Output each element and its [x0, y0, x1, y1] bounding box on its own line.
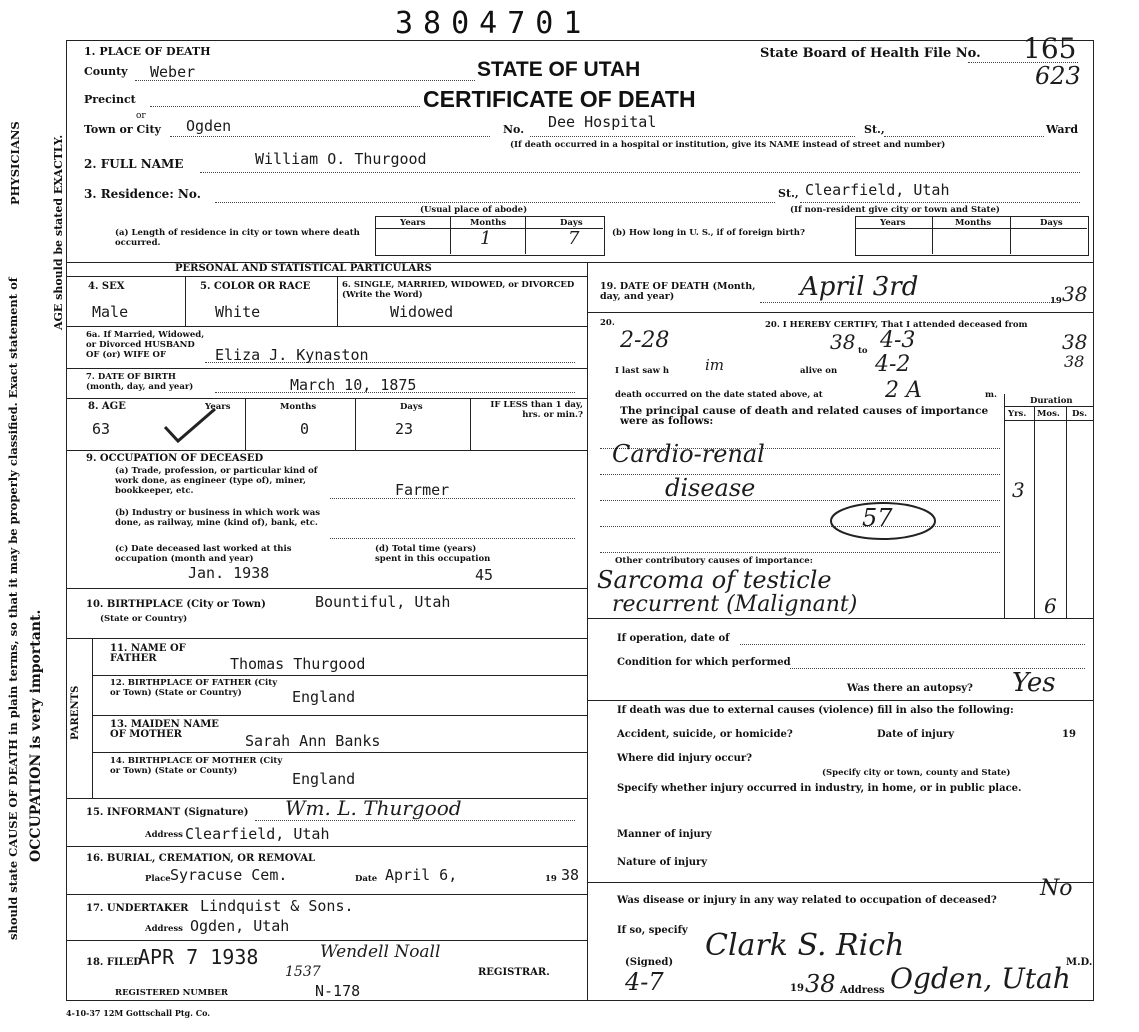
duration-label: Duration	[1030, 396, 1073, 406]
st-label: St.,	[864, 123, 885, 136]
burial-place-label: Place	[145, 874, 171, 884]
injury-year-prefix: 19	[1062, 729, 1076, 740]
last-worked-value: Jan. 1938	[188, 564, 270, 582]
registered-number-value: N-178	[315, 982, 361, 1000]
foreign-birth-label: (b) How long in U. S., if of foreign birth?	[612, 228, 805, 238]
condition-label: Condition for which performed	[617, 657, 791, 668]
occ-b-label: (b) Industry or business in which work was done, as railway, mine (kind of), bank, etc.	[115, 508, 321, 528]
injury-date-label: Date of injury	[877, 729, 955, 740]
external-causes-label: If death was due to external causes (violence) fill in also the following:	[617, 705, 1014, 716]
signed-label: (Signed)	[625, 957, 674, 968]
residence-value: Clearfield, Utah	[805, 181, 950, 199]
occ-d-label: (d) Total time (years) spent in this occupation	[375, 544, 491, 564]
date-of-death-year: 38	[1062, 282, 1088, 306]
filed-date: APR 7 1938	[138, 945, 259, 969]
if-so-label: If so, specify	[617, 925, 688, 936]
attended-from: 2-28	[620, 328, 670, 353]
usual-abode-note: (Usual place of abode)	[420, 205, 528, 215]
attended-to: 4-3	[880, 328, 916, 353]
autopsy-value: Yes	[1012, 668, 1056, 698]
file-number: 165	[1023, 32, 1077, 65]
to-label: to	[858, 346, 868, 356]
hospital-note: (If death occurred in a hospital or institution, give its NAME instead of street and number)	[510, 140, 946, 150]
full-name-label: 2. FULL NAME	[84, 157, 184, 171]
age-label: 8. AGE	[88, 401, 126, 412]
accident-label: Accident, suicide, or homicide?	[617, 729, 793, 740]
signed-address-value: Ogden, Utah	[890, 962, 1071, 995]
spouse-value: Eliza J. Kynaston	[215, 346, 369, 364]
age-years-value: 63	[92, 420, 111, 438]
full-name-value: William O. Thurgood	[255, 150, 427, 168]
nonresident-note: (If non-resident give city or town and State)	[790, 205, 1000, 215]
burial-year-prefix: 19	[545, 874, 557, 884]
contributory-label: Other contributory causes of importance:	[615, 556, 813, 566]
cause-header: The principal cause of death and related causes of importance were as follows:	[620, 405, 989, 427]
certify-label: 20. I HEREBY CERTIFY, That I attended deceased from	[765, 320, 1028, 330]
signed-year-prefix: 19	[790, 983, 804, 994]
county-value: Weber	[150, 63, 196, 81]
undertaker-address-value: Ogden, Utah	[190, 917, 290, 935]
birthplace-sub-label: (State or Country)	[100, 614, 188, 624]
file-no-label: State Board of Health File No.	[760, 46, 981, 61]
md-label: M.D.	[1066, 957, 1093, 968]
where-injury-label: Where did injury occur?	[617, 753, 753, 764]
date-of-death-value: April 3rd	[800, 272, 919, 302]
margin-note-1: should state CAUSE OF DEATH in plain terms, so that it may be properly classified. Exact statement of	[6, 277, 20, 940]
state-title: STATE OF UTAH	[477, 58, 641, 81]
spouse-label: 6a. If Married, Widowed, or Divorced HUSBAND OF (or) WIFE OF	[86, 330, 205, 360]
code-57: 57	[862, 504, 893, 532]
total-time-value: 45	[475, 566, 494, 584]
occ-a-label: (a) Trade, profession, or particular kind of work done, as engineer (type of), miner, bookkeeper, etc.	[115, 466, 318, 496]
item-20-number: 20.	[600, 318, 615, 328]
length-residence-label: (a) Length of residence in city or town where death occurred.	[115, 228, 360, 248]
birthplace-value: Bountiful, Utah	[315, 593, 451, 611]
margin-note-3: PHYSICIANS	[8, 121, 22, 205]
last-saw-value: im	[705, 356, 725, 374]
m-label: m.	[985, 390, 997, 400]
occ-c-label: (c) Date deceased last worked at this occupation (month and year)	[115, 544, 292, 564]
alive-on-year: 38	[1064, 352, 1085, 371]
sex-value: Male	[92, 303, 129, 321]
operation-label: If operation, date of	[617, 633, 730, 644]
certificate-title: CERTIFICATE OF DEATH	[423, 86, 696, 112]
registrar-label: REGISTRAR.	[478, 967, 550, 978]
manner-label: Manner of injury	[617, 829, 712, 840]
specify-city-note: (Specify city or town, county and State)	[822, 768, 1011, 778]
marital-label: 6. SINGLE, MARRIED, WIDOWED, or DIVORCED (Write the Word)	[342, 280, 575, 300]
dob-label: 7. DATE OF BIRTH (month, day, and year)	[86, 372, 194, 392]
undertaker-address-label: Address	[145, 924, 183, 934]
us-days-label: Days	[1040, 218, 1063, 228]
burial-date-label: Date	[355, 874, 378, 884]
residence-days-label: Days	[560, 218, 583, 228]
mother-birthplace-label: 14. BIRTHPLACE OF MOTHER (City or Town) (State or County)	[110, 756, 283, 776]
autopsy-label: Was there an autopsy?	[847, 683, 973, 694]
birthplace-label: 10. BIRTHPLACE (City or Town)	[86, 599, 266, 610]
hospital-value: Dee Hospital	[548, 113, 657, 131]
physician-signature: Clark S. Rich	[705, 928, 905, 963]
burial-label: 16. BURIAL, CREMATION, OR REMOVAL	[86, 853, 316, 864]
precinct-label: Precinct	[84, 93, 136, 106]
mother-value: Sarah Ann Banks	[245, 732, 381, 750]
checkmark-icon	[160, 405, 220, 445]
father-birthplace-label: 12. BIRTHPLACE OF FATHER (City or Town) (State or Country)	[110, 678, 278, 698]
mother-label: 13. MAIDEN NAME OF MOTHER	[110, 719, 219, 740]
residence-st-label: St.,	[778, 187, 799, 200]
certificate-serial: 3804701	[395, 6, 592, 41]
color-label: 5. COLOR OR RACE	[200, 281, 311, 292]
marital-value: Widowed	[390, 303, 454, 321]
town-label: Town or City	[84, 123, 161, 136]
residence-years-label: Years	[400, 218, 426, 228]
father-value: Thomas Thurgood	[230, 655, 366, 673]
nature-label: Nature of injury	[617, 857, 708, 868]
number-1537: 1537	[285, 964, 321, 980]
burial-year-value: 38	[561, 866, 580, 884]
burial-place-value: Syracuse Cem.	[170, 866, 288, 884]
cause-2: disease	[665, 474, 756, 502]
signed-address-label: Address	[840, 985, 885, 996]
occupation-related-value: No	[1040, 876, 1073, 901]
parents-side-label: PARENTS	[70, 685, 81, 740]
undertaker-label: 17. UNDERTAKER	[86, 903, 189, 914]
sex-label: 4. SEX	[88, 281, 125, 292]
informant-label: 15. INFORMANT (Signature)	[86, 807, 249, 818]
no-label: No.	[503, 123, 525, 136]
residence-label: 3. Residence: No.	[84, 187, 201, 201]
occupation-related-label: Was disease or injury in any way related to occupation of deceased?	[617, 895, 997, 906]
informant-address-label: Address	[145, 830, 183, 840]
father-birthplace-value: England	[292, 688, 356, 706]
cause-1: Cardio-renal	[612, 440, 765, 468]
informant-signature: Wm. L. Thurgood	[285, 796, 462, 820]
margin-note-2: OCCUPATION is very important.	[28, 609, 44, 862]
county-label: County	[84, 65, 128, 78]
father-label: 11. NAME OF FATHER	[110, 643, 186, 664]
specify-industry-label: Specify whether injury occurred in industry, in home, or in public place.	[617, 783, 1022, 794]
duration-ds-label: Ds.	[1072, 409, 1088, 419]
us-months-label: Months	[955, 218, 992, 228]
burial-date-value: April 6,	[385, 866, 458, 884]
contributory-duration-months: 6	[1044, 594, 1057, 618]
attended-from-year: 38	[830, 330, 856, 354]
registered-number-label: REGISTERED NUMBER	[115, 988, 228, 998]
ward-label: Ward	[1046, 123, 1079, 136]
margin-note-4: AGE should be stated EXACTLY.	[52, 134, 65, 330]
color-value: White	[215, 303, 261, 321]
alive-on-label: alive on	[800, 366, 838, 376]
registrar-signature: Wendell Noall	[320, 942, 441, 962]
occupation-value: Farmer	[395, 481, 450, 499]
age-years-label: Years	[205, 402, 231, 412]
age-months-label: Months	[280, 402, 317, 412]
age-months-value: 0	[300, 420, 310, 438]
signed-date: 4-7	[625, 968, 664, 996]
date-of-death-label: 19. DATE OF DEATH (Month, day, and year)	[600, 281, 756, 302]
less-than-label: IF LESS than 1 day, hrs. or min.?	[490, 400, 583, 420]
death-time: 2 A	[885, 378, 922, 403]
occupation-label: 9. OCCUPATION OF DECEASED	[86, 453, 264, 464]
death-occurred-label: death occurred on the date stated above, at	[615, 390, 823, 400]
residence-months-label: Months	[470, 218, 507, 228]
last-saw-label: I last saw h	[615, 366, 670, 376]
duration-yrs-label: Yrs.	[1008, 409, 1027, 419]
us-years-label: Years	[880, 218, 906, 228]
contributory-2: recurrent (Malignant)	[612, 592, 858, 617]
file-number-2: 623	[1035, 62, 1081, 90]
informant-address-value: Clearfield, Utah	[185, 825, 330, 843]
age-days-value: 23	[395, 420, 414, 438]
filed-label: 18. FILED	[86, 957, 142, 968]
alive-on-value: 4-2	[875, 352, 911, 377]
undertaker-value: Lindquist & Sons.	[200, 897, 354, 915]
duration-mos-label: Mos.	[1037, 409, 1060, 419]
residence-days-value: 7	[568, 228, 580, 249]
or-label: or	[136, 111, 146, 121]
printer-footer: 4-10-37 12M Gottschall Ptg. Co.	[66, 1008, 211, 1018]
personal-header: PERSONAL AND STATISTICAL PARTICULARS	[175, 263, 432, 274]
cause-duration-years: 3	[1012, 478, 1025, 502]
mother-birthplace-value: England	[292, 770, 356, 788]
age-days-label: Days	[400, 402, 423, 412]
place-of-death-label: 1. PLACE OF DEATH	[84, 45, 211, 58]
death-year-prefix: 19	[1050, 296, 1062, 306]
dob-value: March 10, 1875	[290, 376, 417, 394]
town-value: Ogden	[186, 117, 232, 135]
signed-year: 38	[805, 970, 836, 998]
contributory-1: Sarcoma of testicle	[597, 566, 832, 594]
residence-months-value: 1	[480, 228, 492, 249]
attended-to-year: 38	[1062, 330, 1088, 354]
